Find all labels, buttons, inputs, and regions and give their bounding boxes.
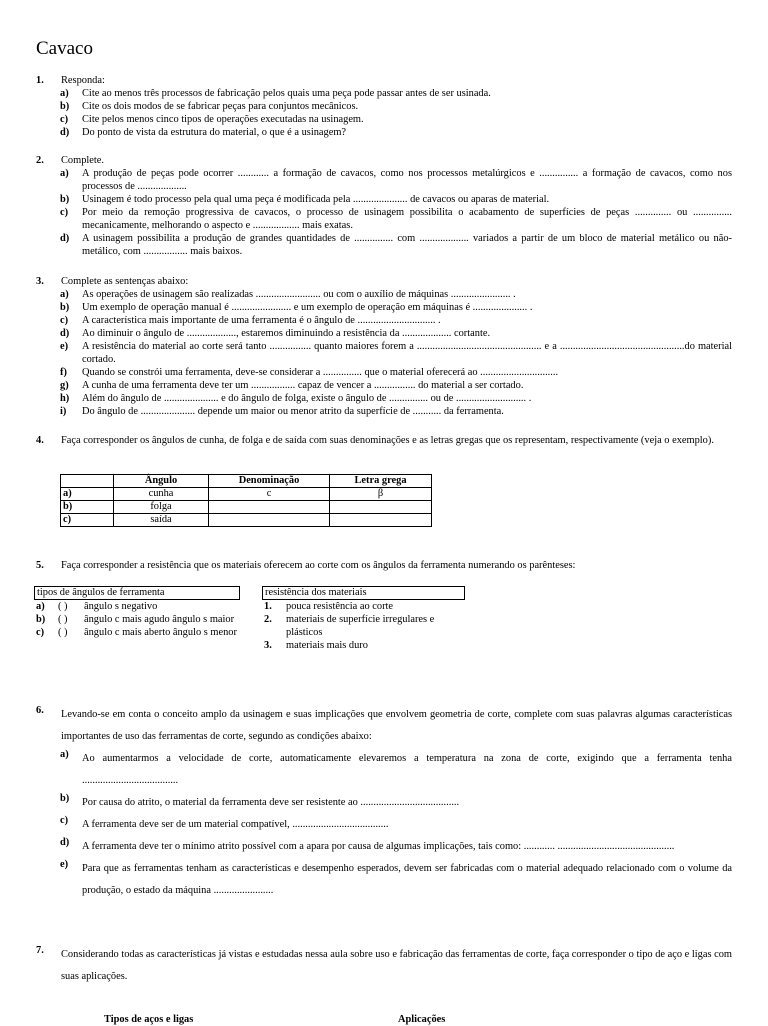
table-cell: c) — [61, 514, 114, 527]
item-text[interactable]: Cite pelos menos cinco tipos de operações executadas na usinagem. — [82, 114, 364, 125]
list-item — [60, 379, 732, 392]
steels-column-header: Tipos de aços e ligas — [104, 1014, 194, 1025]
item-label: a) — [60, 289, 69, 300]
item-text[interactable]: Por meio da remoção progressiva de cavacos, o processo de usinagem possibilita o acabamento de superfícies de peças .............. ou ............... mecanicamente, melhorando o aspecto e .................. mais exatas. — [82, 207, 732, 231]
list-item — [60, 288, 732, 301]
item-text[interactable]: A cunha de uma ferramenta deve ter um ................. capaz de vencer a ................ do material a ser cortado. — [82, 380, 524, 391]
list-item — [60, 405, 732, 418]
item-label: b) — [60, 194, 70, 205]
question-number: 1. — [36, 75, 44, 86]
table-header-cell: Denominação — [209, 475, 330, 488]
item-text[interactable]: Para que as ferramentas tenham as características e desempenho esperados, devem ser fabricadas com o material adequado relacionado com o volume da produção, o estado da máquina ....................... — [82, 863, 732, 896]
question-text: Complete as sentenças abaixo: — [61, 276, 189, 287]
question-items — [60, 167, 732, 258]
item-text[interactable]: A usinagem possibilita a produção de grandes quantidades de ............... com ................... variados a partir de um bloco de material metálico ou não-metálico, com ................. mais baixos. — [82, 233, 732, 257]
table-cell[interactable]: c — [209, 488, 330, 501]
item-text: ângulo c mais agudo ângulo s maior — [84, 614, 235, 625]
table-cell: cunha — [114, 488, 209, 501]
list-item — [60, 340, 732, 366]
question-text: Levando-se em conta o conceito amplo da usinagem e suas implicações que envolvem geometria de corte, complete com suas palavras algumas características importantes de uso das ferramentas de corte, segundo as condições abaixo: — [61, 709, 732, 742]
list-item — [60, 87, 732, 100]
list-item — [60, 167, 732, 193]
item-text[interactable]: Usinagem é todo processo pela qual uma peça é modificada pela ..................... de cavacos ou aparas de material. — [82, 194, 550, 205]
list-item — [60, 858, 732, 902]
item-label: c) — [60, 114, 69, 125]
question-5 — [36, 559, 732, 572]
question-number: 4. — [36, 435, 44, 446]
item-label: d) — [60, 837, 70, 848]
table-row — [61, 514, 432, 527]
item-number: 2. — [264, 614, 272, 625]
question-text: Responda: — [61, 75, 105, 86]
item-label: a) — [60, 88, 69, 99]
question-items — [60, 748, 732, 902]
item-label: g) — [60, 380, 69, 391]
item-text: ângulo s negativo — [84, 601, 158, 612]
list-item — [60, 748, 732, 792]
question-text: Complete. — [61, 155, 104, 166]
left-column-header: tipos de ângulos de ferramenta — [34, 586, 240, 600]
question-7 — [36, 944, 732, 988]
item-text[interactable]: Do ponto de vista da estrutura do material, o que é a usinagem? — [82, 127, 347, 138]
item-label: e) — [60, 341, 69, 352]
document-title: Cavaco — [36, 38, 93, 59]
table-cell[interactable] — [209, 514, 330, 527]
item-label: f) — [60, 367, 67, 378]
list-item — [60, 392, 732, 405]
list-item — [60, 792, 732, 814]
question-1 — [36, 74, 732, 139]
item-text[interactable]: A característica mais importante de uma ferramenta é o ângulo de .............................. . — [82, 315, 441, 326]
question-4 — [36, 434, 732, 447]
item-label: d) — [60, 233, 70, 244]
material-resistance-list — [264, 600, 464, 652]
question-number: 2. — [36, 155, 44, 166]
list-item — [264, 600, 464, 613]
table-cell[interactable] — [330, 514, 432, 527]
item-label: b) — [60, 793, 70, 804]
item-label: d) — [60, 127, 70, 138]
answer-parentheses[interactable]: ( ) — [58, 627, 68, 638]
item-text: materiais mais duro — [286, 640, 368, 651]
list-item — [60, 193, 732, 206]
list-item — [60, 814, 732, 836]
item-label: b) — [60, 101, 70, 112]
item-text[interactable]: Quando se constrói uma ferramenta, deve-se considerar a ............... que o material oferecerá ao .............................. — [82, 367, 559, 378]
question-number: 6. — [36, 705, 44, 716]
list-item — [60, 232, 732, 258]
table-cell[interactable] — [209, 501, 330, 514]
table-cell: b) — [61, 501, 114, 514]
table-cell: saída — [114, 514, 209, 527]
applications-column-header: Aplicações — [398, 1014, 446, 1025]
item-text[interactable]: Cite os dois modos de se fabricar peças para conjuntos mecânicos. — [82, 101, 359, 112]
item-label: c) — [60, 315, 69, 326]
angle-types-list — [36, 600, 246, 639]
item-text[interactable]: Do ângulo de ..................... depende um maior ou menor atrito da superfície de ........... da ferramenta. — [82, 406, 504, 417]
angles-table — [60, 474, 432, 527]
question-items — [60, 87, 732, 139]
list-item — [36, 626, 246, 639]
table-row — [61, 488, 432, 501]
table-cell: folga — [114, 501, 209, 514]
list-item — [264, 639, 464, 652]
list-item — [60, 314, 732, 327]
item-text[interactable]: Ao aumentarmos a velocidade de corte, automaticamente elevaremos a temperatura na zona de corte, exigindo que a ferramenta tenha ..................................... — [82, 753, 732, 786]
item-label: c) — [36, 627, 45, 638]
answer-parentheses[interactable]: ( ) — [58, 601, 68, 612]
question-text: Faça corresponder a resistência que os materiais oferecem ao corte com os ângulos da ferramenta numerando os parênteses: — [61, 560, 576, 571]
item-label: a) — [60, 168, 69, 179]
list-item — [264, 613, 464, 639]
list-item — [60, 327, 732, 340]
item-text[interactable]: Ao diminuir o ângulo de ..................., estaremos diminuindo a resistência da ................... cortante. — [82, 328, 491, 339]
item-text[interactable]: Além do ângulo de ..................... e do ângulo de folga, existe o ângulo de ............... ou de ........................... . — [82, 393, 532, 404]
list-item — [60, 301, 732, 314]
item-label: e) — [60, 859, 69, 870]
table-header-cell: Ângulo — [114, 475, 209, 488]
list-item — [60, 100, 732, 113]
item-text[interactable]: A ferramenta deve ser de um material compatível, ..................................... — [82, 819, 389, 830]
item-label: h) — [60, 393, 70, 404]
list-item — [36, 600, 246, 613]
table-row — [61, 501, 432, 514]
item-label: a) — [60, 749, 69, 760]
table-cell[interactable]: β — [330, 488, 432, 501]
item-text[interactable]: A ferramenta deve ter o mínimo atrito possível com a apara por causa de algumas implicações, tais como: ............ ............................................. — [82, 841, 675, 852]
list-item — [36, 613, 246, 626]
item-text: materiais de superfície irregulares e plásticos — [286, 614, 435, 638]
item-text[interactable]: A resistência do material ao corte será tanto ................ quanto maiores forem a ................................................ e a ................................................do material cortado. — [82, 341, 732, 365]
question-items — [60, 288, 732, 418]
question-6 — [36, 704, 732, 902]
item-label: a) — [36, 601, 45, 612]
question-number: 7. — [36, 945, 44, 956]
item-label: b) — [60, 302, 70, 313]
item-label: d) — [60, 328, 70, 339]
item-label: b) — [36, 614, 46, 625]
table-header-cell: Letra grega — [330, 475, 432, 488]
item-text[interactable]: A produção de peças pode ocorrer ............ a formação de cavacos, como nos processos metalúrgicos e ............... a formação de cavacos, como nos processos de ................... — [82, 168, 732, 192]
answer-parentheses[interactable]: ( ) — [58, 614, 68, 625]
question-number: 3. — [36, 276, 44, 287]
item-text: pouca resistência ao corte — [286, 601, 394, 612]
item-text: ângulo c mais aberto ângulo s menor — [84, 627, 237, 638]
table-header-cell — [61, 475, 114, 488]
list-item — [60, 126, 732, 139]
item-text[interactable]: Cite ao menos três processos de fabricação pelos quais uma peça pode passar antes de ser usinada. — [82, 88, 491, 99]
item-label: c) — [60, 815, 69, 826]
question-3 — [36, 275, 732, 418]
item-label: c) — [60, 207, 69, 218]
item-text[interactable]: Um exemplo de operação manual é ....................... e um exemplo de operação em máquinas é ..................... . — [82, 302, 533, 313]
list-item — [60, 113, 732, 126]
question-2 — [36, 154, 732, 258]
item-number: 3. — [264, 640, 272, 651]
item-label: i) — [60, 406, 67, 417]
item-text[interactable]: Por causa do atrito, o material da ferramenta deve ser resistente ao ...................................... — [82, 797, 460, 808]
item-number: 1. — [264, 601, 272, 612]
table-cell: a) — [61, 488, 114, 501]
question-number: 5. — [36, 560, 44, 571]
table-header-row — [61, 475, 432, 488]
list-item — [60, 836, 732, 858]
list-item — [60, 206, 732, 232]
list-item — [60, 366, 732, 379]
item-text[interactable]: As operações de usinagem são realizadas ......................... ou com o auxílio de máquinas ....................... . — [82, 289, 516, 300]
table-cell[interactable] — [330, 501, 432, 514]
question-text: Faça corresponder os ângulos de cunha, de folga e de saída com suas denominações e as letras gregas que os representam, respectivamente (veja o exemplo). — [61, 435, 714, 446]
right-column-header: resistência dos materiais — [262, 586, 465, 600]
question-text: Considerando todas as características já vistas e estudadas nessa aula sobre uso e fabricação das ferramentas de corte, faça corresponder o tipo de aço e ligas com suas aplicações. — [61, 949, 732, 982]
